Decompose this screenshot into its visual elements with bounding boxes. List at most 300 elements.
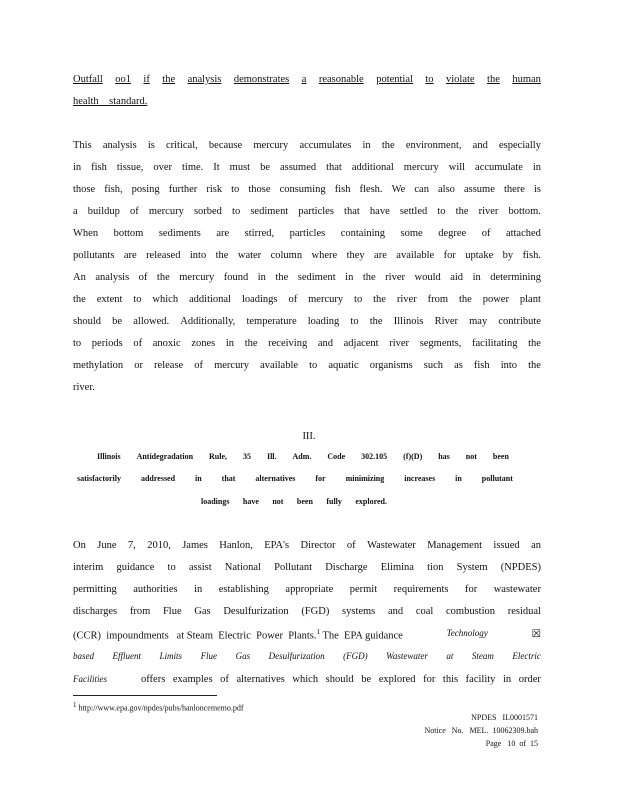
- paragraph-2-word: be: [112, 316, 123, 327]
- paragraph-2-word: the: [458, 294, 472, 305]
- paragraph-2-word: allowed.: [133, 316, 170, 327]
- paragraph-2-word: sediment: [297, 272, 336, 283]
- paragraph-2-word: of: [194, 360, 204, 371]
- paragraph-2-word: in: [362, 140, 371, 151]
- paragraph-3-line: [73, 584, 541, 595]
- paragraph-3-word: (NPDES): [500, 562, 541, 573]
- paragraph-2-word: particles: [298, 206, 334, 217]
- paragraph-2-word: in: [345, 272, 354, 283]
- paragraph-2-word: sorbed: [193, 206, 222, 217]
- paragraph-2-word: stirred,: [244, 228, 275, 239]
- paragraph-2-word: is: [147, 140, 155, 151]
- paragraph-2-word: receiving: [268, 338, 308, 349]
- paragraph-2-line: [73, 272, 541, 283]
- section-heading-line-3: [201, 497, 387, 506]
- paragraph-3-line-7-word: of: [220, 674, 229, 685]
- paragraph-2-word: segments,: [419, 338, 462, 349]
- paragraph-2-word: column: [270, 250, 303, 261]
- paragraph-2-word: water: [237, 250, 262, 261]
- paragraph-2-word: consuming: [279, 184, 326, 195]
- paragraph-3-word: EPA's: [264, 540, 290, 551]
- section-heading-line-1-word: Rule,: [209, 452, 227, 461]
- section-heading-line-3-word: have: [242, 497, 259, 506]
- paragraph-2-word: mercury: [148, 206, 184, 217]
- paragraph-2-word: Illinois: [393, 316, 424, 327]
- paragraph-3-word: permit: [349, 584, 378, 595]
- paragraph-2-word: there: [503, 184, 525, 195]
- paragraph-3-word: Discharge: [325, 562, 368, 573]
- paragraph-2-word: sediments: [158, 228, 201, 239]
- paragraph-2-word: the: [244, 338, 258, 349]
- paragraph-2-word: to: [231, 184, 240, 195]
- paragraph-2-word: bottom: [113, 228, 144, 239]
- paragraph-2-word: in: [532, 162, 541, 173]
- section-heading-line-3-word: not: [272, 497, 284, 506]
- section-number: III.: [302, 431, 316, 442]
- paragraph-2-line: [73, 140, 541, 151]
- paragraph-3-word: (FGD): [301, 606, 330, 617]
- paragraph-3-line-7-word: offers: [141, 674, 166, 685]
- paragraph-2-word: environment,: [405, 140, 462, 151]
- paragraph-2-word: would: [414, 272, 441, 283]
- paragraph-2-word: containing: [340, 228, 386, 239]
- paragraph-2-word: those: [248, 184, 271, 195]
- paragraph-2-word: they: [346, 250, 365, 261]
- paragraph-3-word: in: [194, 584, 203, 595]
- section-heading-line-1-word: Adm.: [292, 452, 312, 461]
- paragraph-3-word: Pollutant: [274, 562, 313, 573]
- section-heading-line-2-word: in: [455, 474, 462, 483]
- paragraph-2-word: over: [153, 162, 173, 173]
- paragraph-3-word: issued: [493, 540, 520, 551]
- paragraph-3-word: tion: [427, 562, 444, 573]
- paragraph-3-line-7-word: this: [442, 674, 459, 685]
- paragraph-2-line: [73, 162, 541, 173]
- paragraph-2-word: which: [152, 294, 179, 305]
- paragraph-2-word: fish,: [104, 184, 123, 195]
- paragraph-1-line-1-word: potential: [376, 74, 413, 85]
- paragraph-2-word: to: [437, 206, 446, 217]
- paragraph-3-line-6-word: Electric: [512, 651, 541, 661]
- paragraph-2-word: the: [369, 316, 383, 327]
- paragraph-3-word: Gas: [194, 606, 211, 617]
- paragraph-3-line-7-word: order: [518, 674, 541, 685]
- paragraph-2-line: [73, 338, 541, 349]
- section-heading-line-3-word: explored.: [355, 497, 387, 506]
- paragraph-2-word: of: [288, 294, 298, 305]
- section-heading-line-1-word: Illinois: [97, 452, 121, 461]
- paragraph-3-line-7-rest: [141, 674, 541, 685]
- paragraph-2-word: additional: [189, 294, 232, 305]
- paragraph-2-word: additional: [351, 162, 394, 173]
- paragraph-1-line-1-word: if: [143, 74, 150, 85]
- paragraph-3-line-7-word: for: [423, 674, 436, 685]
- paragraph-2-word: contribute: [498, 316, 541, 327]
- section-heading-line-2-word: that: [221, 474, 236, 483]
- paragraph-2-word: is: [533, 184, 541, 195]
- paragraph-3-line-6-word: (FGD): [343, 651, 368, 661]
- paragraph-1-line-1-word: analysis: [187, 74, 222, 85]
- paragraph-1-line-1-word: Outfall: [73, 74, 103, 85]
- paragraph-2-word: assume: [463, 184, 495, 195]
- paragraph-3-line-7-word: in: [503, 674, 512, 685]
- paragraph-2-word: mercury: [253, 140, 289, 151]
- paragraph-3-word: James: [182, 540, 208, 551]
- paragraph-2-word: assumed: [279, 162, 317, 173]
- paragraph-2-line: [73, 184, 541, 195]
- paragraph-3-line-5: [73, 628, 541, 642]
- paragraph-2-word: mercury: [403, 162, 439, 173]
- paragraph-2-word: loadings: [241, 294, 278, 305]
- paragraph-1-line-1-word: to: [425, 74, 434, 85]
- paragraph-2-word: analysis: [95, 272, 130, 283]
- paragraph-2-word: some: [400, 228, 423, 239]
- paragraph-3-line-6-word: based: [73, 651, 94, 661]
- paragraph-2-line: [73, 228, 541, 239]
- paragraph-2-word: to: [232, 206, 241, 217]
- paragraph-2-line: [73, 360, 541, 371]
- paragraph-2-word: be: [260, 162, 270, 173]
- paragraph-3-word: 7,: [127, 540, 136, 551]
- paragraph-2-word: the: [373, 294, 386, 305]
- paragraph-2-word: extent: [96, 294, 123, 305]
- paragraph-3-word: coal: [415, 606, 434, 617]
- paragraph-3-line-6-word: Gas: [235, 651, 251, 661]
- paragraph-2-word: power: [482, 294, 509, 305]
- paragraph-1-line-1-word: human: [512, 74, 541, 85]
- paragraph-2-word: available: [260, 360, 299, 371]
- paragraph-2-line: [73, 316, 541, 327]
- paragraph-2-word: fish: [473, 360, 490, 371]
- paragraph-2-word: aid: [450, 272, 464, 283]
- paragraph-3-word: authorities: [133, 584, 178, 595]
- paragraph-2-word: determining: [490, 272, 541, 283]
- paragraph-2-word: are: [123, 250, 137, 261]
- paragraph-3-line-6-word: at: [446, 651, 454, 661]
- paragraph-1-line-1-word: the: [487, 74, 500, 85]
- paragraph-3-word: requirements: [393, 584, 449, 595]
- paragraph-2-word: river: [389, 338, 410, 349]
- paragraph-3-word: appropriate: [285, 584, 334, 595]
- paragraph-2-word: the: [156, 272, 170, 283]
- paragraph-3-word: Desulfurization: [223, 606, 289, 617]
- paragraph-2-word: tissue,: [116, 162, 144, 173]
- paragraph-3-line-6-word: Steam: [471, 651, 494, 661]
- paragraph-2-word: should: [73, 316, 102, 327]
- paragraph-2-word: of: [481, 228, 491, 239]
- paragraph-2-word: and: [472, 140, 488, 151]
- paragraph-2-word: by: [502, 250, 514, 261]
- paragraph-2-word: from: [427, 294, 449, 305]
- paragraph-1-line-1: [73, 74, 541, 85]
- paragraph-3-word: permitting: [73, 584, 117, 595]
- guidance-title-start: Technology: [446, 628, 488, 638]
- paragraph-3-line-7-word: facility: [465, 674, 496, 685]
- paragraph-2-word: the: [73, 294, 86, 305]
- paragraph-2-word: to: [350, 316, 359, 327]
- paragraph-3-line-5-post: The EPA guidance: [320, 630, 403, 642]
- section-heading-line-2-word: increases: [404, 474, 436, 483]
- paragraph-2-word: may: [469, 316, 488, 327]
- paragraph-2-word: accumulates: [299, 140, 352, 151]
- paragraph-3-line-5-text: [73, 628, 403, 642]
- paragraph-2-word: This: [73, 140, 92, 151]
- paragraph-2-word: further: [168, 184, 198, 195]
- section-heading-line-2-word: addressed: [140, 474, 176, 483]
- paragraph-2-word: degree: [438, 228, 467, 239]
- paragraph-1-line-1-word: oo1: [115, 74, 131, 85]
- paragraph-3-word: for: [464, 584, 478, 595]
- paragraph-2-word: time.: [182, 162, 204, 173]
- guidance-title-end: Facilities: [73, 674, 107, 684]
- paragraph-3-word: assist: [188, 562, 212, 573]
- paragraph-3-line-5-pre: (CCR) impoundments at Steam Electric Power Plants.: [73, 630, 317, 642]
- paragraph-2-word: aquatic: [328, 360, 359, 371]
- paragraph-2-word: River: [434, 316, 458, 327]
- paragraph-1-line-1-word: reasonable: [318, 74, 364, 85]
- paragraph-2-word: where: [311, 250, 338, 261]
- paragraph-3-line-6-word: Limits: [159, 651, 183, 661]
- section-heading-line-3-word: fully: [326, 497, 342, 506]
- paragraph-3-line-7-word: explored: [378, 674, 416, 685]
- paragraph-2-line: [73, 206, 541, 217]
- paragraph-2-word: periods: [91, 338, 123, 349]
- paragraph-3-line-7: [73, 674, 541, 685]
- paragraph-2-word: flesh.: [359, 184, 383, 195]
- paragraph-2-word: because: [208, 140, 243, 151]
- paragraph-3-line-6-word: Effluent: [112, 651, 142, 661]
- section-heading-line-2: [77, 474, 513, 483]
- paragraph-2-word: that: [344, 206, 360, 217]
- paragraph-3-word: Director: [300, 540, 336, 551]
- paragraph-2-word: facilitating: [472, 338, 518, 349]
- paragraph-2-word: particles: [289, 228, 326, 239]
- paragraph-2-word: sediment: [250, 206, 289, 217]
- section-heading-line-1-word: has: [438, 452, 450, 461]
- section-heading-line-2-word: satisfactorily: [77, 474, 121, 483]
- paragraph-2-word: anoxic: [152, 338, 181, 349]
- paragraph-2-word: found: [223, 272, 249, 283]
- paragraph-2-word: river: [385, 272, 405, 283]
- paragraph-3-word: National: [224, 562, 261, 573]
- paragraph-2-word: of: [129, 206, 139, 217]
- paragraph-2-word: released: [146, 250, 181, 261]
- paragraph-2-word: adjacent: [343, 338, 379, 349]
- paragraph-2-word: into: [500, 360, 518, 371]
- paragraph-3-word: wastewater: [493, 584, 541, 595]
- paragraph-1-line-1-word: a: [301, 74, 307, 85]
- section-heading-line-1-word: not: [465, 452, 477, 461]
- paragraph-1-line-1-word: demonstrates: [233, 74, 290, 85]
- section-heading-line-2-word: minimizing: [345, 474, 385, 483]
- paragraph-2-word: accumulate: [475, 162, 523, 173]
- paragraph-3-word: an: [531, 540, 541, 551]
- section-heading-line-1-word: Ill.: [266, 452, 277, 461]
- paragraph-2-word: the: [455, 206, 469, 217]
- paragraph-1-line-2: [73, 96, 161, 107]
- paragraph-3-word: Wastewater: [367, 540, 416, 551]
- paragraph-2-word: An: [73, 272, 86, 283]
- paragraph-3-word: 2010,: [147, 540, 171, 551]
- paragraph-2-word: the: [362, 272, 376, 283]
- paragraph-2-word: must: [229, 162, 251, 173]
- section-heading-line-1-word: 35: [242, 452, 251, 461]
- paragraph-3-line-7-word: which: [292, 674, 319, 685]
- paragraph-3-line-6-word: Desulfurization: [268, 651, 325, 661]
- paragraph-2-word: Additionally,: [180, 316, 236, 327]
- section-heading-line-1-word: 302.105: [361, 452, 388, 461]
- paragraph-3-word: Hanlon,: [219, 540, 253, 551]
- paragraph-2-word: can: [414, 184, 429, 195]
- paragraph-2-word: to: [354, 294, 363, 305]
- paragraph-2-word: fish: [91, 162, 107, 173]
- paragraph-2-word: When: [73, 228, 99, 239]
- paragraph-1-line-1-word: the: [162, 74, 176, 85]
- footnote-marker: 1: [73, 701, 77, 709]
- paragraph-2-word: zones: [191, 338, 216, 349]
- paragraph-3-line: [73, 562, 541, 573]
- paragraph-2-word: critical,: [165, 140, 198, 151]
- section-heading-line-3-word: been: [296, 497, 313, 506]
- paragraph-2-word: fish: [334, 184, 351, 195]
- paragraph-2-word: such: [423, 360, 444, 371]
- paragraph-2-word: We: [391, 184, 406, 195]
- paragraph-2-word: the: [215, 250, 229, 261]
- paragraph-2-word: mercury: [214, 360, 250, 371]
- paragraph-3-line-6-word: Flue: [200, 651, 218, 661]
- footnote-link[interactable]: http://www.epa.gov/npdes/pubs/hanloncememo.pdf: [76, 703, 244, 713]
- paragraph-2-word: the: [275, 272, 289, 283]
- section-heading-line-2-word: in: [195, 474, 202, 483]
- paragraph-2-last-line: [73, 382, 541, 393]
- paragraph-2-word: a: [73, 206, 78, 217]
- paragraph-2-word: as: [454, 360, 463, 371]
- paragraph-3-word: System: [456, 562, 488, 573]
- paragraph-2-word: fish.: [522, 250, 541, 261]
- footnote-reference[interactable]: 1: [316, 628, 321, 636]
- footer-page-number: Page 10 of 15: [485, 739, 538, 748]
- paragraph-2-word: also: [438, 184, 455, 195]
- paragraph-2-word: mercury: [179, 272, 215, 283]
- paragraph-3-word: discharges: [73, 606, 118, 617]
- section-heading-line-1-word: Code: [327, 452, 346, 461]
- paragraph-2-word: are: [374, 250, 387, 261]
- paragraph-2-word: organisms: [369, 360, 413, 371]
- paragraph-3-line: [73, 540, 541, 551]
- section-heading-line-1-word: (f)(D): [403, 452, 423, 461]
- section-heading-line-1: [97, 452, 509, 461]
- paragraph-3-word: and: [387, 606, 404, 617]
- paragraph-2-word: in: [225, 338, 235, 349]
- section-heading-line-1-word: been: [492, 452, 509, 461]
- paragraph-2-word: of: [133, 338, 143, 349]
- paragraph-3-word: Elimina: [380, 562, 414, 573]
- paragraph-3-word: On: [73, 540, 86, 551]
- section-heading-line-2-word: pollutant: [481, 474, 513, 483]
- paragraph-3-word: establishing: [218, 584, 269, 595]
- paragraph-3-word: to: [167, 562, 176, 573]
- paragraph-2-word: are: [216, 228, 230, 239]
- paragraph-2-word: for: [443, 250, 456, 261]
- paragraph-3-line-7-word: should: [325, 674, 354, 685]
- paragraph-2-word: in: [73, 162, 82, 173]
- paragraph-2-word: loading: [307, 316, 340, 327]
- footnote-divider: [73, 695, 217, 696]
- paragraph-2-word: the: [528, 360, 541, 371]
- paragraph-3-line: [73, 606, 541, 617]
- paragraph-2-word: or: [134, 360, 143, 371]
- paragraph-2-line: [73, 250, 541, 261]
- footer-notice-number: Notice No. MEL. 10062309.bah: [424, 726, 538, 735]
- section-heading-line-1-word: Antidegradation: [136, 452, 194, 461]
- section-heading-line-3-word: loadings: [201, 497, 230, 506]
- paragraph-2-word: available: [396, 250, 435, 261]
- checkbox-glyph-icon: ☒: [531, 629, 541, 640]
- paragraph-2-word: bottom.: [508, 206, 541, 217]
- paragraph-2-word: analysis: [102, 140, 137, 151]
- paragraph-2-word: settled: [399, 206, 428, 217]
- paragraph-2-word: and: [317, 338, 333, 349]
- paragraph-3-word: guidance: [116, 562, 155, 573]
- section-heading-line-2-word: for: [315, 474, 326, 483]
- footer-permit-number: NPDES IL0001571: [471, 713, 538, 722]
- paragraph-2-last-text: river.: [73, 382, 95, 393]
- paragraph-2-word: of: [138, 272, 148, 283]
- paragraph-3-line-6-word: Wastewater: [386, 651, 428, 661]
- paragraph-2-word: buildup: [87, 206, 120, 217]
- paragraph-2-word: have: [369, 206, 390, 217]
- paragraph-2-word: those: [73, 184, 96, 195]
- paragraph-2-word: plant: [519, 294, 541, 305]
- paragraph-2-word: will: [448, 162, 466, 173]
- paragraph-2-word: mercury: [308, 294, 344, 305]
- paragraph-2-word: methylation: [73, 360, 124, 371]
- paragraph-2-word: to: [73, 338, 82, 349]
- paragraph-2-word: release: [154, 360, 184, 371]
- paragraph-3-word: of: [346, 540, 356, 551]
- paragraph-2-word: that: [326, 162, 342, 173]
- paragraph-3-word: combustion: [446, 606, 496, 617]
- paragraph-2-word: temperature: [246, 316, 297, 327]
- paragraph-2-word: the: [528, 338, 541, 349]
- paragraph-1-line-2-text: health standard.: [73, 96, 148, 107]
- paragraph-2-word: the: [381, 140, 395, 151]
- paragraph-2-word: river: [478, 206, 499, 217]
- paragraph-3-word: interim: [73, 562, 104, 573]
- paragraph-3-word: June: [97, 540, 117, 551]
- paragraph-2-line: [73, 294, 541, 305]
- paragraph-3-line-6: [73, 651, 541, 661]
- paragraph-2-word: to: [133, 294, 142, 305]
- paragraph-3-word: Flue: [162, 606, 182, 617]
- paragraph-2-word: in: [472, 272, 481, 283]
- paragraph-3-word: residual: [507, 606, 541, 617]
- paragraph-2-word: river: [396, 294, 417, 305]
- footnote: [73, 701, 244, 713]
- paragraph-2-word: uptake: [465, 250, 494, 261]
- paragraph-1-line-1-word: violate: [446, 74, 475, 85]
- paragraph-2-word: attached: [505, 228, 541, 239]
- paragraph-3-word: Management: [427, 540, 482, 551]
- paragraph-2-word: It: [213, 162, 220, 173]
- paragraph-2-word: especially: [499, 140, 541, 151]
- section-heading-line-2-word: alternatives: [255, 474, 296, 483]
- paragraph-2-word: in: [257, 272, 266, 283]
- paragraph-2-word: pollutants: [73, 250, 115, 261]
- paragraph-3-word: systems: [342, 606, 376, 617]
- paragraph-2-word: to: [309, 360, 318, 371]
- paragraph-3-line-7-word: be: [361, 674, 372, 685]
